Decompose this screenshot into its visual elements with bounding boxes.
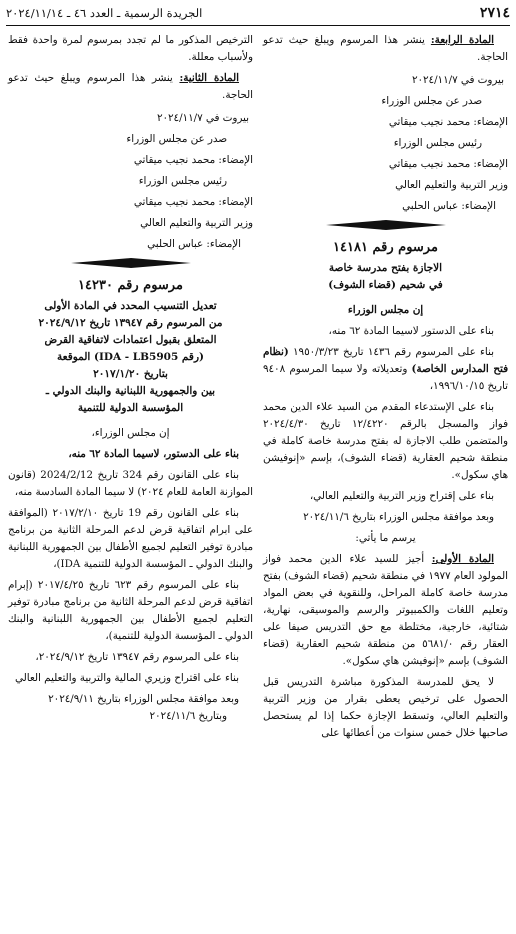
left-column: [6, 32, 253, 746]
paragraph-2b: (نظام فتح المدارس الخاصة): [263, 346, 508, 375]
decree-title: مرسوم رقم ١٤٢٣٠: [78, 278, 183, 293]
article-4-label: المادة الرابعة:: [430, 34, 494, 46]
signature-3: الإمضاء: عباس الحلبي: [147, 238, 241, 250]
decree-title: مرسوم رقم ١٤١٨١: [333, 240, 438, 255]
decree-date: بيروت في ٢٠٢٤/١١/٧: [156, 112, 249, 124]
paragraph-4: بناء على المرسوم رقم ٦٢٣ تاريخ ٢٠١٧/٤/٢٥ (إبرام اتفاقية قرض لدعم المرحلة الثانية من برنامج مبادرة توفير التعليم لجميع الأطفال بين الجمهورية اللبنانية والبنك الدولي ـ المؤسسة الدولية للتنمية)،: [8, 579, 253, 642]
article-1-label: المادة الأولى:: [431, 553, 494, 565]
continued-text: الترخيص المذكور ما لم تجدد بمرسوم لمرة واحدة فقط ولأسباب معللة.: [8, 34, 253, 63]
paragraph-2a: بناء على المرسوم رقم ١٤٣٦ تاريخ ١٩٥٠/٣/٢٣: [293, 346, 494, 358]
pm-title: رئيس مجلس الوزراء: [138, 175, 227, 187]
decree-subtitle-7: المؤسسة الدولية للتنمية: [77, 402, 184, 414]
paragraph-1: بناء على الدستور لاسيما المادة ٦٢ منه،: [328, 325, 494, 337]
decree-subtitle-2: في شحيم (قضاء الشوف): [328, 279, 443, 291]
article-4: [263, 32, 508, 66]
paragraph-1: بناء على الدستور، لاسيما المادة ٦٢ منه،: [68, 448, 239, 460]
decree-subtitle-2: من المرسوم رقم ١٣٩٤٧ تاريخ ٢٠٢٤/٩/١٢: [38, 317, 223, 329]
decree-subtitle-3: المتعلق بقبول اعتمادات لاتفاقية القرض: [44, 334, 217, 346]
section-divider: [71, 257, 191, 269]
signature-3: الإمضاء: عباس الحلبي: [402, 200, 496, 212]
pm-title: رئيس مجلس الوزراء: [393, 137, 482, 149]
paragraph-5: وبعد موافقة مجلس الوزراء بتاريخ ٢٠٢٤/١١/٦: [303, 511, 494, 523]
page-header: [6, 0, 510, 26]
issuer: صدر عن مجلس الوزراء: [126, 133, 227, 145]
paragraph-5: بناء على المرسوم رقم ١٣٩٤٧ تاريخ ٢٠٢٤/٩/١٢،: [35, 651, 239, 663]
signature-2: الإمضاء: محمد نجيب ميقاتي: [133, 196, 253, 208]
article-4-text: ينشر هذا المرسوم ويبلغ حيث تدعو الحاجة.: [263, 34, 508, 63]
paragraph-2: بناء على القانون رقم 324 تاريخ 2024/2/12 (قانون الموازنة العامة للعام ٢٠٢٤) لا سيما المادة السادسة منه،: [8, 469, 253, 498]
paragraph-4: بناء على إقتراح وزير التربية والتعليم العالي،: [309, 490, 494, 502]
paragraph-2c: وتعديلاته ولا سيما المرسوم ٩٤٠٨ تاريخ ١٩٩٦/١٠/١٥،: [263, 363, 508, 392]
article-1-text: أجيز للسيد علاء الدين محمد فواز المولود العام ١٩٧٧ في منطقة شحيم (قضاء الشوف) بفتح مدرسة خاصة كاملة المراحل، وللنقوية في بعض المواد وتعليم اللغات والكمبيوتر والرسم والموسيقى، نهارية، شتائية، خارجية، مختلطة مع حق التدريس صيفا على العقار رقم ٥٦٨١/٠ من منطقة شحيم العقارية (قضاء الشوف) بإسم «إنوفيشن هاي سكول».: [263, 553, 509, 667]
paragraph-8: وبتاريخ ٢٠٢٤/١١/٦: [149, 710, 227, 722]
right-column: [263, 32, 510, 746]
decree-subtitle-6: بين والجمهورية اللبنانية والبنك الدولي ـ: [45, 385, 216, 397]
signature-1: الإمضاء: محمد نجيب ميقاتي: [388, 116, 508, 128]
minister-title: وزير التربية والتعليم العالي: [395, 179, 508, 191]
paragraph-6: بناء على اقتراح وزيري المالية والتربية والتعليم العالي: [15, 672, 239, 684]
article-2: [8, 70, 253, 104]
paragraph-2: [263, 344, 508, 395]
article-2-text: ينشر هذا المرسوم ويبلغ حيث تدعو الحاجة.: [8, 72, 253, 101]
signature-2: الإمضاء: محمد نجيب ميقاتي: [388, 158, 508, 170]
minister-title: وزير التربية والتعليم العالي: [140, 217, 253, 229]
decree-subtitle-1: الاجازة بفتح مدرسة خاصة: [328, 262, 443, 274]
decree-subtitle-5: بتاريخ ٢٠١٧/١/٢٠: [93, 368, 168, 380]
page-number: ٢٧١٤: [479, 4, 510, 21]
columns: [6, 32, 510, 746]
decree-date: بيروت في ٢٠٢٤/١١/٧: [411, 74, 504, 86]
article-1-continued: لا يحق للمدرسة المذكورة مباشرة التدريس قبل الحصول على ترخيص يعطى بقرار من وزير التربية والتعليم العالي، وتسقط الإجازة حكما إذا لم يستحصل صاحبها خلال خمس سنوات من أعطائها على: [263, 676, 508, 739]
article-2-label: المادة الثانية:: [179, 72, 239, 84]
decree-subtitle-4: (رقم IDA - LB5905) الموقعة: [57, 351, 204, 363]
decree-subtitle-1: تعديل التنسيب المحدد في المادة الأولى: [44, 300, 217, 312]
issue-info: الجريدة الرسمية ـ العدد ٤٦ ـ ٢٠٢٤/١١/١٤: [6, 5, 203, 20]
section-divider: [326, 219, 446, 231]
council-heading: إن مجلس الوزراء: [347, 304, 424, 316]
paragraph-7: وبعد موافقة مجلس الوزراء بتاريخ ٢٠٢٤/٩/١١: [48, 693, 239, 705]
article-1: [263, 551, 508, 670]
paragraph-3: بناء على القانون رقم 19 تاريخ ٢٠١٧/٢/١٠ (الموافقة على ابرام اتفاقية قرض لدعم المرحلة الثانية من برنامج مبادرة توفير التعليم لجميع الأطفال بين الجمهورية اللبنانية والبنك الدولي ـ المؤسسة الدولية للتنمية IDA)،: [8, 507, 253, 570]
issuer: صدر عن مجلس الوزراء: [381, 95, 482, 107]
signature-1: الإمضاء: محمد نجيب ميقاتي: [133, 154, 253, 166]
council-heading: إن مجلس الوزراء،: [91, 427, 170, 439]
paragraph-3: بناء على الإستدعاء المقدم من السيد علاء الدين محمد فواز والمسجل بالرقم ١٢/٤٢٢٠ تاريخ ٢٠٢٤/٤/٣٠ والمتضمن طلب الاجازة له بفتح مدرسة خاصة كاملة في منطقة شحيم العقارية (قضاء الشوف)، بإسم «إنوفيشن هاي سكول».: [263, 401, 508, 481]
decrees-statement: يرسم ما يأتي:: [355, 532, 416, 544]
